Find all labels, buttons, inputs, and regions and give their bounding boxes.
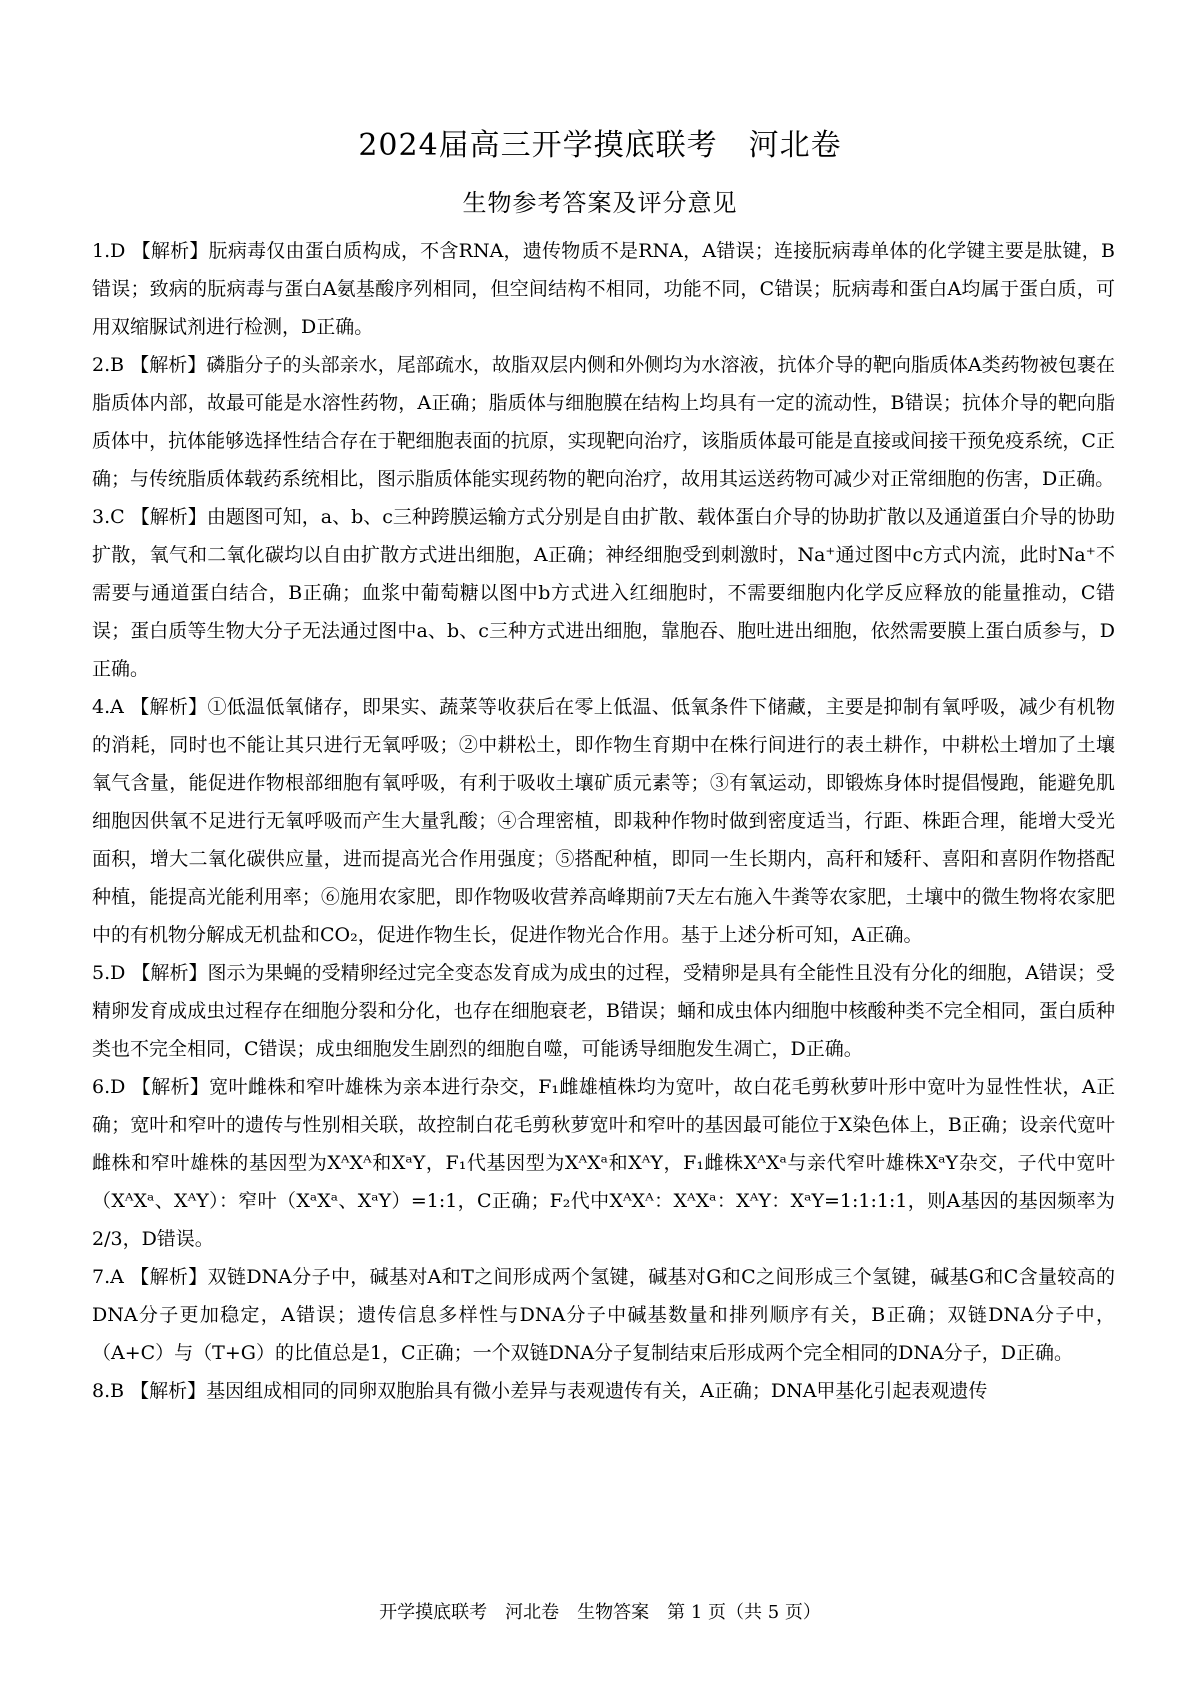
- answer-item-1: 1.D 【解析】朊病毒仅由蛋白质构成，不含RNA，遗传物质不是RNA，A错误；连接朊病毒单体的化学键主要是肽键，B错误；致病的朊病毒与蛋白A氨基酸序列相同，但空间结构不相同，功能不同，C错误；朊病毒和蛋白A均属于蛋白质，可用双缩脲试剂进行检测，D正确。: [92, 240, 1115, 338]
- answer-item-2: 2.B 【解析】磷脂分子的头部亲水，尾部疏水，故脂双层内侧和外侧均为水溶液，抗体介导的靶向脂质体A类药物被包裹在脂质体内部，故最可能是水溶性药物，A正确；脂质体与细胞膜在结构上均具有一定的流动性，B错误；抗体介导的靶向脂质体中，抗体能够选择性结合存在于靶细胞表面的抗原，实现靶向治疗，该脂质体最可能是直接或间接干预免疫系统，C正确；与传统脂质体载药系统相比，图示脂质体能实现药物的靶向治疗，故用其运送药物可减少对正常细胞的伤害，D正确。: [92, 354, 1115, 490]
- answer-item-4: 4.A 【解析】①低温低氧储存，即果实、蔬菜等收获后在零上低温、低氧条件下储藏，主要是抑制有氧呼吸，减少有机物的消耗，同时也不能让其只进行无氧呼吸；②中耕松土，即作物生育期中在株行间进行的表土耕作，中耕松土增加了土壤氧气含量，能促进作物根部细胞有氧呼吸，有利于吸收土壤矿质元素等；③有氧运动，即锻炼身体时提倡慢跑，能避免肌细胞因供氧不足进行无氧呼吸而产生大量乳酸；④合理密植，即栽种作物时做到密度适当，行距、株距合理，能增大受光面积，增大二氧化碳供应量，进而提高光合作用强度；⑤搭配种植，即同一生长期内，高秆和矮秆、喜阳和喜阴作物搭配种植，能提高光能利用率；⑥施用农家肥，即作物吸收营养高峰期前7天左右施入牛粪等农家肥，土壤中的微生物将农家肥中的有机物分解成无机盐和CO₂，促进作物生长，促进作物光合作用。基于上述分析可知，A正确。: [92, 696, 1115, 946]
- answer-item-6: 6.D 【解析】宽叶雌株和窄叶雄株为亲本进行杂交，F₁雌雄植株均为宽叶，故白花毛剪秋萝叶形中宽叶为显性性状，A正确；宽叶和窄叶的遗传与性别相关联，故控制白花毛剪秋萝宽叶和窄叶的基因最可能位于X染色体上，B正确；设亲代宽叶雌株和窄叶雄株的基因型为XᴬXᴬ和XᵃY，F₁代基因型为XᴬXᵃ和XᴬY，F₁雌株XᴬXᵃ与亲代窄叶雄株XᵃY杂交，子代中宽叶（XᴬXᵃ、XᴬY）：窄叶（XᵃXᵃ、XᵃY）=1:1，C正确；F₂代中XᴬXᴬ：XᴬXᵃ：XᴬY：XᵃY=1:1:1:1，则A基因的基因频率为2/3，D错误。: [92, 1076, 1115, 1250]
- answer-item-7: 7.A 【解析】双链DNA分子中，碱基对A和T之间形成两个氢键，碱基对G和C之间形成三个氢键，碱基G和C含量较高的DNA分子更加稳定，A错误；遗传信息多样性与DNA分子中碱基数量和排列顺序有关，B正确；双链DNA分子中，（A+C）与（T+G）的比值总是1，C正确；一个双链DNA分子复制结束后形成两个完全相同的DNA分子，D正确。: [92, 1266, 1115, 1364]
- answer-item-3: 3.C 【解析】由题图可知，a、b、c三种跨膜运输方式分别是自由扩散、载体蛋白介导的协助扩散以及通道蛋白介导的协助扩散，氧气和二氧化碳均以自由扩散方式进出细胞，A正确；神经细胞受到刺激时，Na⁺通过图中c方式内流，此时Na⁺不需要与通道蛋白结合，B正确；血浆中葡萄糖以图中b方式进入红细胞时，不需要细胞内化学反应释放的能量推动，C错误；蛋白质等生物大分子无法通过图中a、b、c三种方式进出细胞，靠胞吞、胞吐进出细胞，依然需要膜上蛋白质参与，D正确。: [92, 506, 1115, 680]
- answer-item-8: 8.B 【解析】基因组成相同的同卵双胞胎具有微小差异与表观遗传有关，A正确；DNA甲基化引起表观遗传: [92, 1380, 988, 1402]
- page-footer: 开学摸底联考 河北卷 生物答案 第 1 页（共 5 页）: [379, 1602, 821, 1623]
- page-subtitle: 生物参考答案及评分意见: [462, 189, 738, 217]
- page-title: 2024届高三开学摸底联考 河北卷: [358, 128, 842, 163]
- answer-item-5: 5.D 【解析】图示为果蝇的受精卵经过完全变态发育成为成虫的过程，受精卵是具有全能性且没有分化的细胞，A错误；受精卵发育成成虫过程存在细胞分裂和分化，也存在细胞衰老，B错误；蛹和成虫体内细胞中核酸种类不完全相同，蛋白质种类也不完全相同，C错误；成虫细胞发生剧烈的细胞自噬，可能诱导细胞发生凋亡，D正确。: [92, 962, 1115, 1060]
- answer-list: [92, 232, 1115, 1410]
